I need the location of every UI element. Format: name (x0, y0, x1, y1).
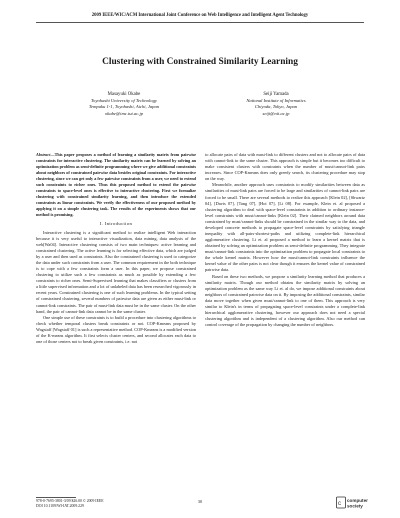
logo-text-computer: computer (347, 498, 368, 503)
right-column (205, 152, 365, 328)
ieee-logo-icon (336, 496, 370, 510)
author-name: Seiji Yamada (263, 92, 289, 97)
left-column (36, 152, 196, 345)
isbn-line: 978-0-7695-3801-3/09 $26.00 © 2009 IEEE (36, 499, 104, 503)
paragraph: Interactive clustering is a significant method to realize intelligent Web interaction because it is very useful to interactive visualization, data mining, data analysis of the web[Wa04]. Interactive clustering consists of two main techniques: active learning and constrained clustering. The active learning is for selecting effective data, which are judged by a user and then used as constraints. Also the constrained clustering is used to categorize the data under such constraints from a user. The common requirement in the both technique is to cope with a few constraints form a user. In this paper, we propose constrained clustering to utilize such a few constraints as much as possible by extending a few constraints to richer ones. Semi-Supervised learning that makes classifiers or clusters from a little supervised information and a lot of unlabeled data has been researched vigorously in recent years. Constrained clustering is one of such learning problems. In the typical setting of constrained clustering, several numbers of pairwise data are given as either must-link or cannot-link constraints. The pair of must-link data must be in the same cluster. On the other hand, the pair of cannot-link data cannot be in the same cluster. (36, 229, 196, 314)
author-email: seiji@nii.ac.jp (262, 110, 290, 116)
author-block-2 (216, 92, 336, 117)
author-name: Masayuki Okabe (107, 92, 141, 97)
page-number: 30 (197, 499, 203, 504)
paragraph: Meanwhile, another approach uses constraints to modify similarities between data as similarities of must-link pairs are forced to be large and similarities of cannot-link pairs are forced to be small. There are several methods to realize this approach [Klein 02], [Shwartz 04], [Davis 07], [Tang 07], [Hoi 07], [Li 08]. For example, Klein et. al proposed a clustering algorithm to deal with space-level constraints in addition to ordinary instance-level constraints with must/cannot-links [Klein 02]. Their claimed neighbors around data constrained by must/cannot-links should be constrained in the similar way to the data, and developed concrete methods to propagate space-level constraints by satisfying triangle inequality with all-pairs-shortest-paths and utilizing complete-link hierarchical agglomerative clustering. Li et. al proposed a method to learn a kernel matrix that is obtained by solving an optimization problem as semi-definite programming. They integrate must/cannot-link constraints into the optimization problem to propagate local constraints to the whole kernel matrix. However how the must/cannot-link constraints influence the kernel value of the other pairs is not clear though it ensures the kernel value of constrained pairwise data. (205, 182, 365, 273)
author-affiliation: National Institute of Informatics (246, 98, 306, 104)
header-rule (36, 22, 364, 23)
abstract-text: —This paper proposes a method of learning a similarity matrix from pairwise constraints for interactive clustering. The similarity matrix can be learned by solving an optimization problem as semi-definite programming where we give additional constraints about neighbors of constrained pairwise data besides original constraints. For interactive clustering, since we can get only a few pairwise constraints from a user, we need to extend such constraints to richer ones. Thus this proposed method to extend the pairwise constraints to space-level ones is effective to interactive clustering. First we formalize clustering with constrained similarity learning, and then introduce the extended constraints as linear constraints. We verify the effectiveness of our proposed method by applying it on a simple clustering task. The results of the experiments shows that our method is promising. (36, 152, 196, 217)
abstract-label: Abstract (36, 152, 51, 157)
paragraph: to allocate pairs of data with must-link to different clusters and not to allocate pairs of data with cannot-link to the same cluster. This approach is simple but it becomes too difficult to make consistent clusters with constraints when the number of must/cannot-link pairs increases. Since COP-Kmeans does only greedy search, its clustering procedure may stop on the way. (205, 152, 365, 182)
author-email: okabe@imc.tut.ac.jp (104, 110, 144, 116)
paper-title: Clustering with Constrained Similarity Learning (102, 57, 298, 67)
conference-header: 2009 IEEE/WIC/ACM International Joint Conference on Web Intelligence and Intelligent Agent Technology (91, 13, 309, 18)
footer-rule (36, 497, 76, 498)
abstract (36, 152, 196, 217)
paragraph: One simple use of these constraints is to build a procedure into clustering algorithms to check whether temporal clusters break constraints or not. COP-Kmeans proposed by Wagstaff [Wagstaff 01] is such a representative method. COP-Kmeans is a modified version of the K-means algorithm. It first selects cluster centers, and second allocates each data to one of those centers not to break given constraints, i.e. not (36, 314, 196, 344)
doi-line: DOI 10.1109/WI-IAT.2009.229 (36, 504, 84, 508)
paragraph: Based on these two methods, we propose a similarity learning method that produces a similarity matrix. Though our method obtains the similarity matrix by solving an optimization problem as the same way Li et. al do, we impose additional constraints about neighbors of constrained pairwise data on it. By imposing the additional constraints, similar data move together when given must/cannot-link to one of them. This approach is very similar to Klein's in terms of propagating space-level constraints under a complete-link hierarchical agglomerative clustering, however our approach does not need a special clustering algorithm and is independent of a clustering algorithm. Also our method can control coverage of the propagation by changing the number of neighbors. (205, 273, 365, 328)
section-heading-introduction: I. Introduction (99, 221, 133, 227)
author-address: Tempaku 1-1, Toyohashi, Aichi, Japan (88, 104, 160, 110)
author-affiliation: Toyohashi University of Technology (91, 98, 157, 104)
computer-society-logo (336, 496, 370, 510)
author-block-1 (64, 92, 184, 117)
logo-text-society: society (347, 503, 363, 509)
author-address: Chiyoda, Tokyo, Japan (254, 104, 298, 110)
svg-text:c: c (338, 501, 341, 507)
